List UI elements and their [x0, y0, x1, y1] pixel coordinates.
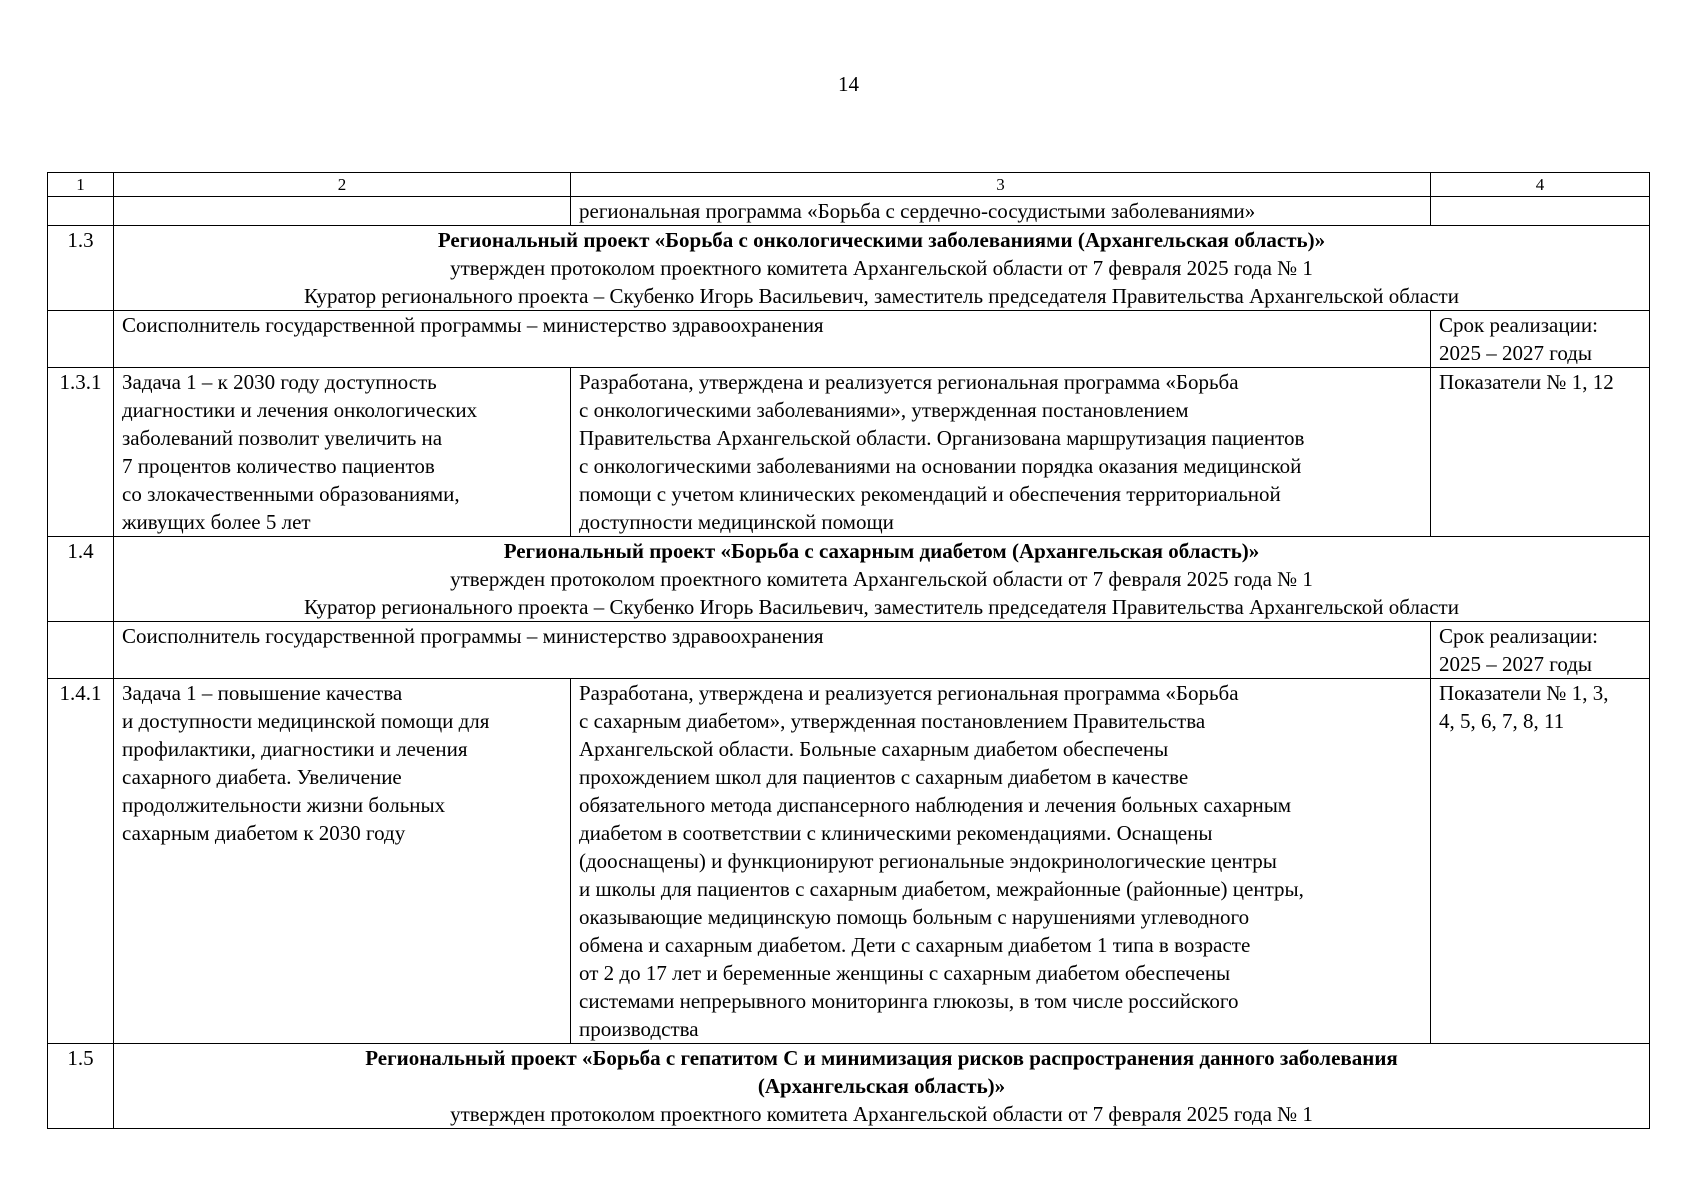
task-row: [48, 368, 1650, 537]
task-result: Разработана, утверждена и реализуется региональная программа «Борьба с сахарным диабетом», утвержденная постановлением Правительства Архангельской области. Больные сахарным диабетом обеспечены прохождением школ для пациентов с сахарным диабетом в качестве обязательного метода диспансерного наблюдения и лечения больных сахарным диабетом в соответствии с клиническими рекомендациями. Оснащены (дооснащены) и функционируют региональные эндокринологические центры и школы для пациентов с сахарным диабетом, межрайонные (районные) центры, оказывающие медицинскую помощь больным с нарушениями углеводного обмена и сахарным диабетом. Дети с сахарным диабетом 1 типа в возрасте от 2 до 17 лет и беременные женщины с сахарным диабетом обеспечены системами непрерывного мониторинга глюкозы, в том числе российского производства: [579, 681, 1304, 1041]
project-header-row: [48, 1044, 1650, 1129]
continuation-row: [48, 197, 1650, 226]
coexecutor-text: Соисполнитель государственной программы – министерство здравоохранения: [114, 311, 1431, 368]
project-approval: утвержден протоколом проектного комитета Архангельской области от 7 февраля 2025 года № 1: [450, 256, 1313, 280]
task-result-cell: [571, 679, 1431, 1044]
coexecutor-text: Соисполнитель государственной программы – министерство здравоохранения: [114, 622, 1431, 679]
coexecutor-row: [48, 622, 1650, 679]
column-number-2: 2: [114, 173, 571, 197]
column-number-1: 1: [48, 173, 114, 197]
task-indicators-cell: [1431, 679, 1650, 1044]
task-result-cell: [571, 368, 1431, 537]
project-title-line-2: (Архангельская область)»: [757, 1074, 1006, 1098]
project-header: [114, 537, 1650, 622]
column-number-3: 3: [571, 173, 1431, 197]
task-description-cell: [114, 368, 571, 537]
column-number-row: [48, 173, 1650, 197]
term-cell: [1431, 622, 1650, 679]
task-number: 1.3.1: [48, 368, 114, 537]
task-description-cell: [114, 679, 571, 1044]
term-text: Срок реализации: 2025 – 2027 годы: [1439, 624, 1598, 676]
task-indicators: Показатели № 1, 12: [1439, 370, 1614, 394]
project-number: 1.5: [48, 1044, 114, 1129]
column-number-4: 4: [1431, 173, 1650, 197]
task-description: Задача 1 – к 2030 году доступность диагностики и лечения онкологических заболеваний позволит увеличить на 7 процентов количество пациентов со злокачественными образованиями, живущих более 5 лет: [122, 370, 478, 534]
page-number: 14: [838, 72, 859, 96]
project-number: 1.4: [48, 537, 114, 622]
task-number: 1.4.1: [48, 679, 114, 1044]
project-curator: Куратор регионального проекта – Скубенко Игорь Васильевич, заместитель председателя Правительства Архангельской области: [304, 595, 1459, 619]
continuation-text: региональная программа «Борьба с сердечно-сосудистыми заболеваниями»: [571, 197, 1431, 226]
coexecutor-row: [48, 311, 1650, 368]
project-curator: Куратор регионального проекта – Скубенко Игорь Васильевич, заместитель председателя Правительства Архангельской области: [304, 284, 1459, 308]
project-approval: утвержден протоколом проектного комитета Архангельской области от 7 февраля 2025 года № 1: [450, 567, 1313, 591]
project-header-row: [48, 537, 1650, 622]
term-cell: [1431, 311, 1650, 368]
project-header: [114, 1044, 1650, 1129]
project-title: Региональный проект «Борьба с сахарным диабетом (Архангельская область)»: [503, 539, 1260, 563]
task-indicators: Показатели № 1, 3, 4, 5, 6, 7, 8, 11: [1439, 681, 1609, 733]
project-title-line-1: Региональный проект «Борьба с гепатитом С и минимизация рисков распространения данного заболевания: [365, 1046, 1398, 1070]
project-approval: утвержден протоколом проектного комитета Архангельской области от 7 февраля 2025 года № 1: [450, 1102, 1313, 1126]
project-number: 1.3: [48, 226, 114, 311]
task-row: [48, 679, 1650, 1044]
program-table: [47, 172, 1650, 1129]
task-indicators-cell: [1431, 368, 1650, 537]
term-text: Срок реализации: 2025 – 2027 годы: [1439, 313, 1598, 365]
project-title: Региональный проект «Борьба с онкологическими заболеваниями (Архангельская область)»: [437, 228, 1326, 252]
task-result: Разработана, утверждена и реализуется региональная программа «Борьба с онкологическими заболеваниями», утвержденная постановлением Правительства Архангельской области. Организована маршрутизация пациентов с онкологическими заболеваниями на основании порядка оказания медицинской помощи с учетом клинических рекомендаций и обеспечения территориальной доступности медицинской помощи: [579, 370, 1305, 534]
project-header-row: [48, 226, 1650, 311]
task-description: Задача 1 – повышение качества и доступности медицинской помощи для профилактики, диагностики и лечения сахарного диабета. Увеличение продолжительности жизни больных сахарным диабетом к 2030 году: [122, 681, 490, 845]
project-header: [114, 226, 1650, 311]
